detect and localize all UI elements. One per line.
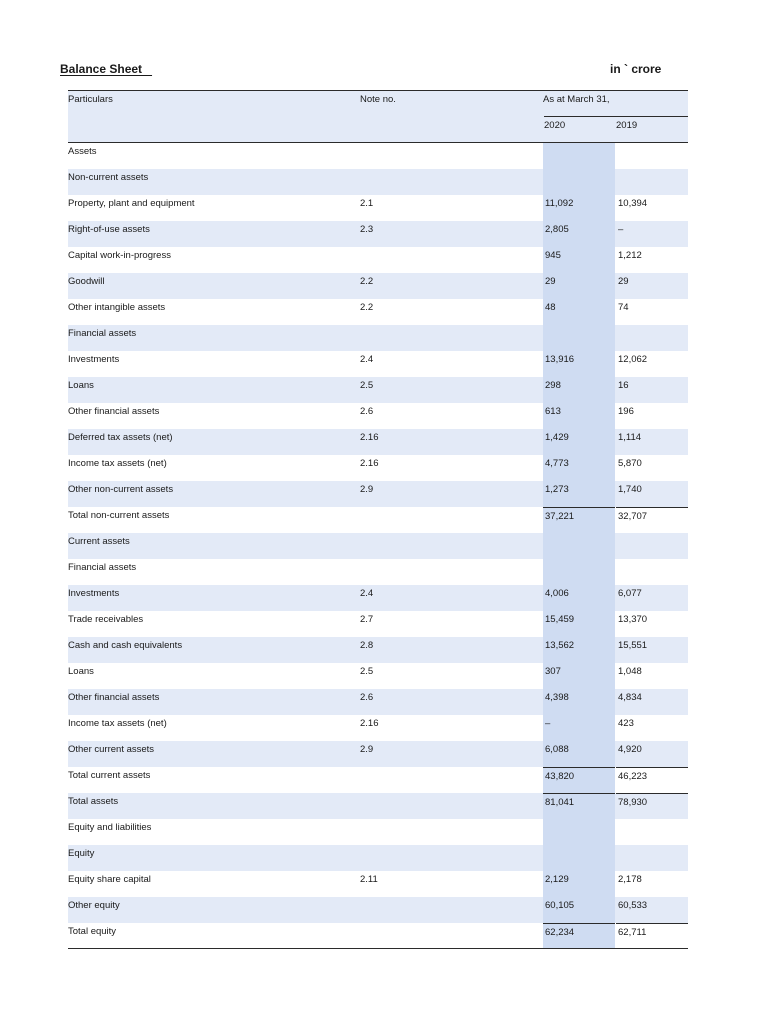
row-value-2020: 4,773 [543,455,615,481]
table-row [68,585,688,611]
row-label: Income tax assets (net) [68,458,167,469]
row-value-2019: 1,048 [618,666,642,677]
row-note: 2.6 [360,692,374,703]
row-value-2019 [616,559,688,585]
table-row [68,611,688,637]
row-note: 2.1 [360,198,374,209]
row-label: Assets [68,146,97,157]
table-row [68,299,688,325]
row-value-2020: 945 [543,247,615,273]
row-value-2020 [543,143,615,169]
row-value-2020: 81,041 [543,793,615,819]
row-value-2019 [616,819,688,845]
row-value-2020 [543,169,615,195]
row-label: Equity and liabilities [68,822,152,833]
table-row [68,273,688,299]
row-label: Loans [68,666,94,677]
row-value-2020: 29 [543,273,615,299]
row-label: Investments [68,354,120,365]
table-row [68,559,688,585]
table-row [68,169,688,195]
row-value-2020: 4,398 [543,689,615,715]
table-row [68,351,688,377]
row-value-2019: 1,212 [618,250,642,261]
table-row [68,819,688,845]
row-value-2020: 613 [543,403,615,429]
row-value-2020: 307 [543,663,615,689]
row-value-2020: 43,820 [543,767,615,793]
row-note: 2.2 [360,276,374,287]
table-row [68,663,688,689]
table-row [68,429,688,455]
row-value-2019: 32,707 [616,507,688,533]
table-row [68,637,688,663]
row-value-2020: 15,459 [543,611,615,637]
row-note: 2.8 [360,640,374,651]
row-label: Capital work-in-progress [68,250,171,261]
row-label: Equity share capital [68,874,151,885]
row-label: Deferred tax assets (net) [68,432,173,443]
table-row [68,507,688,533]
row-label: Total non-current assets [68,510,170,521]
row-note: 2.3 [360,224,374,235]
row-label: Income tax assets (net) [68,718,167,729]
row-label: Goodwill [68,276,105,287]
balance-sheet-table [68,90,688,949]
row-value-2020: 62,234 [543,923,615,948]
row-value-2020 [543,325,615,351]
row-value-2020: 6,088 [543,741,615,767]
table-row [68,403,688,429]
table-row [68,741,688,767]
row-value-2019: 2,178 [618,874,642,885]
row-value-2020: 60,105 [543,897,615,923]
row-label: Other financial assets [68,406,160,417]
row-value-2019: 196 [618,406,634,417]
table-row [68,221,688,247]
row-value-2019: 15,551 [618,640,648,651]
table-row [68,689,688,715]
row-label: Total assets [68,796,119,807]
row-note: 2.16 [360,458,379,469]
row-label: Financial assets [68,562,137,573]
row-value-2020: 2,805 [543,221,615,247]
row-label: Equity [68,848,95,859]
header-particulars: Particulars [68,94,113,105]
row-value-2020: 13,562 [543,637,615,663]
row-note: 2.6 [360,406,374,417]
row-value-2020 [543,533,615,559]
row-value-2019: 60,533 [618,900,648,911]
row-label: Property, plant and equipment [68,198,195,209]
row-label: Financial assets [68,328,137,339]
row-value-2020: 13,916 [543,351,615,377]
table-row [68,715,688,741]
row-label: Other intangible assets [68,302,166,313]
page-title: Balance Sheet [60,62,153,76]
header-year-2020: 2020 [544,116,616,142]
row-note: 2.4 [360,354,374,365]
header-year-2019: 2019 [616,116,688,142]
table-header-row [68,90,688,116]
row-value-2019 [616,845,688,871]
row-value-2020: 4,006 [543,585,615,611]
row-note: 2.16 [360,718,379,729]
row-note: 2.9 [360,744,374,755]
row-value-2020: 11,092 [543,195,615,221]
row-value-2019: 74 [618,302,629,313]
row-value-2019: 29 [618,276,629,287]
row-value-2019: 78,930 [616,793,688,819]
row-value-2020: – [543,715,615,741]
row-label: Other financial assets [68,692,160,703]
row-label: Other non-current assets [68,484,174,495]
row-label: Other current assets [68,744,155,755]
row-value-2019: 12,062 [618,354,648,365]
row-label: Other equity [68,900,120,911]
row-value-2020: 1,273 [543,481,615,507]
table-row [68,325,688,351]
row-value-2020: 1,429 [543,429,615,455]
row-note: 2.9 [360,484,374,495]
row-label: Total equity [68,926,117,937]
row-value-2020: 37,221 [543,507,615,533]
row-value-2019: 10,394 [618,198,648,209]
row-value-2020 [543,819,615,845]
row-value-2019: – [618,224,624,235]
row-label: Trade receivables [68,614,144,625]
row-value-2019: 4,920 [618,744,642,755]
table-row [68,533,688,559]
row-note: 2.11 [360,874,378,885]
row-note: 2.16 [360,432,379,443]
table-row [68,195,688,221]
row-value-2019: 1,740 [618,484,642,495]
table-body [68,143,688,949]
row-label: Non-current assets [68,172,149,183]
table-row [68,871,688,897]
row-value-2019: 13,370 [618,614,648,625]
row-value-2019: 423 [618,718,634,729]
row-label: Loans [68,380,94,391]
row-note: 2.5 [360,666,374,677]
row-value-2020: 48 [543,299,615,325]
row-value-2019: 6,077 [618,588,642,599]
table-row [68,793,688,819]
row-value-2019 [616,533,688,559]
row-label: Right-of-use assets [68,224,150,235]
row-note: 2.5 [360,380,374,391]
table-row [68,481,688,507]
row-value-2020: 298 [543,377,615,403]
table-year-header-row [68,116,688,143]
row-label: Investments [68,588,120,599]
row-value-2020 [543,559,615,585]
row-label: Current assets [68,536,130,547]
table-row [68,897,688,923]
table-row [68,247,688,273]
header-note-no: Note no. [360,94,396,105]
table-row [68,767,688,793]
table-row [68,455,688,481]
row-value-2020: 2,129 [543,871,615,897]
row-note: 2.4 [360,588,374,599]
row-value-2019: 1,114 [618,432,642,443]
header-as-at: As at March 31, [543,94,610,105]
row-value-2020 [543,845,615,871]
unit-label: in ` crore [610,62,662,76]
row-value-2019: 4,834 [618,692,642,703]
row-value-2019: 5,870 [618,458,642,469]
row-note: 2.2 [360,302,374,313]
row-value-2019 [616,143,688,169]
row-value-2019 [616,325,688,351]
table-row [68,923,688,949]
table-row [68,377,688,403]
row-label: Cash and cash equivalents [68,640,183,651]
row-value-2019: 62,711 [616,923,688,948]
table-row [68,143,688,169]
row-value-2019: 46,223 [616,767,688,793]
row-value-2019 [616,169,688,195]
row-note: 2.7 [360,614,374,625]
row-value-2019: 16 [618,380,629,391]
row-label: Total current assets [68,770,151,781]
table-row [68,845,688,871]
